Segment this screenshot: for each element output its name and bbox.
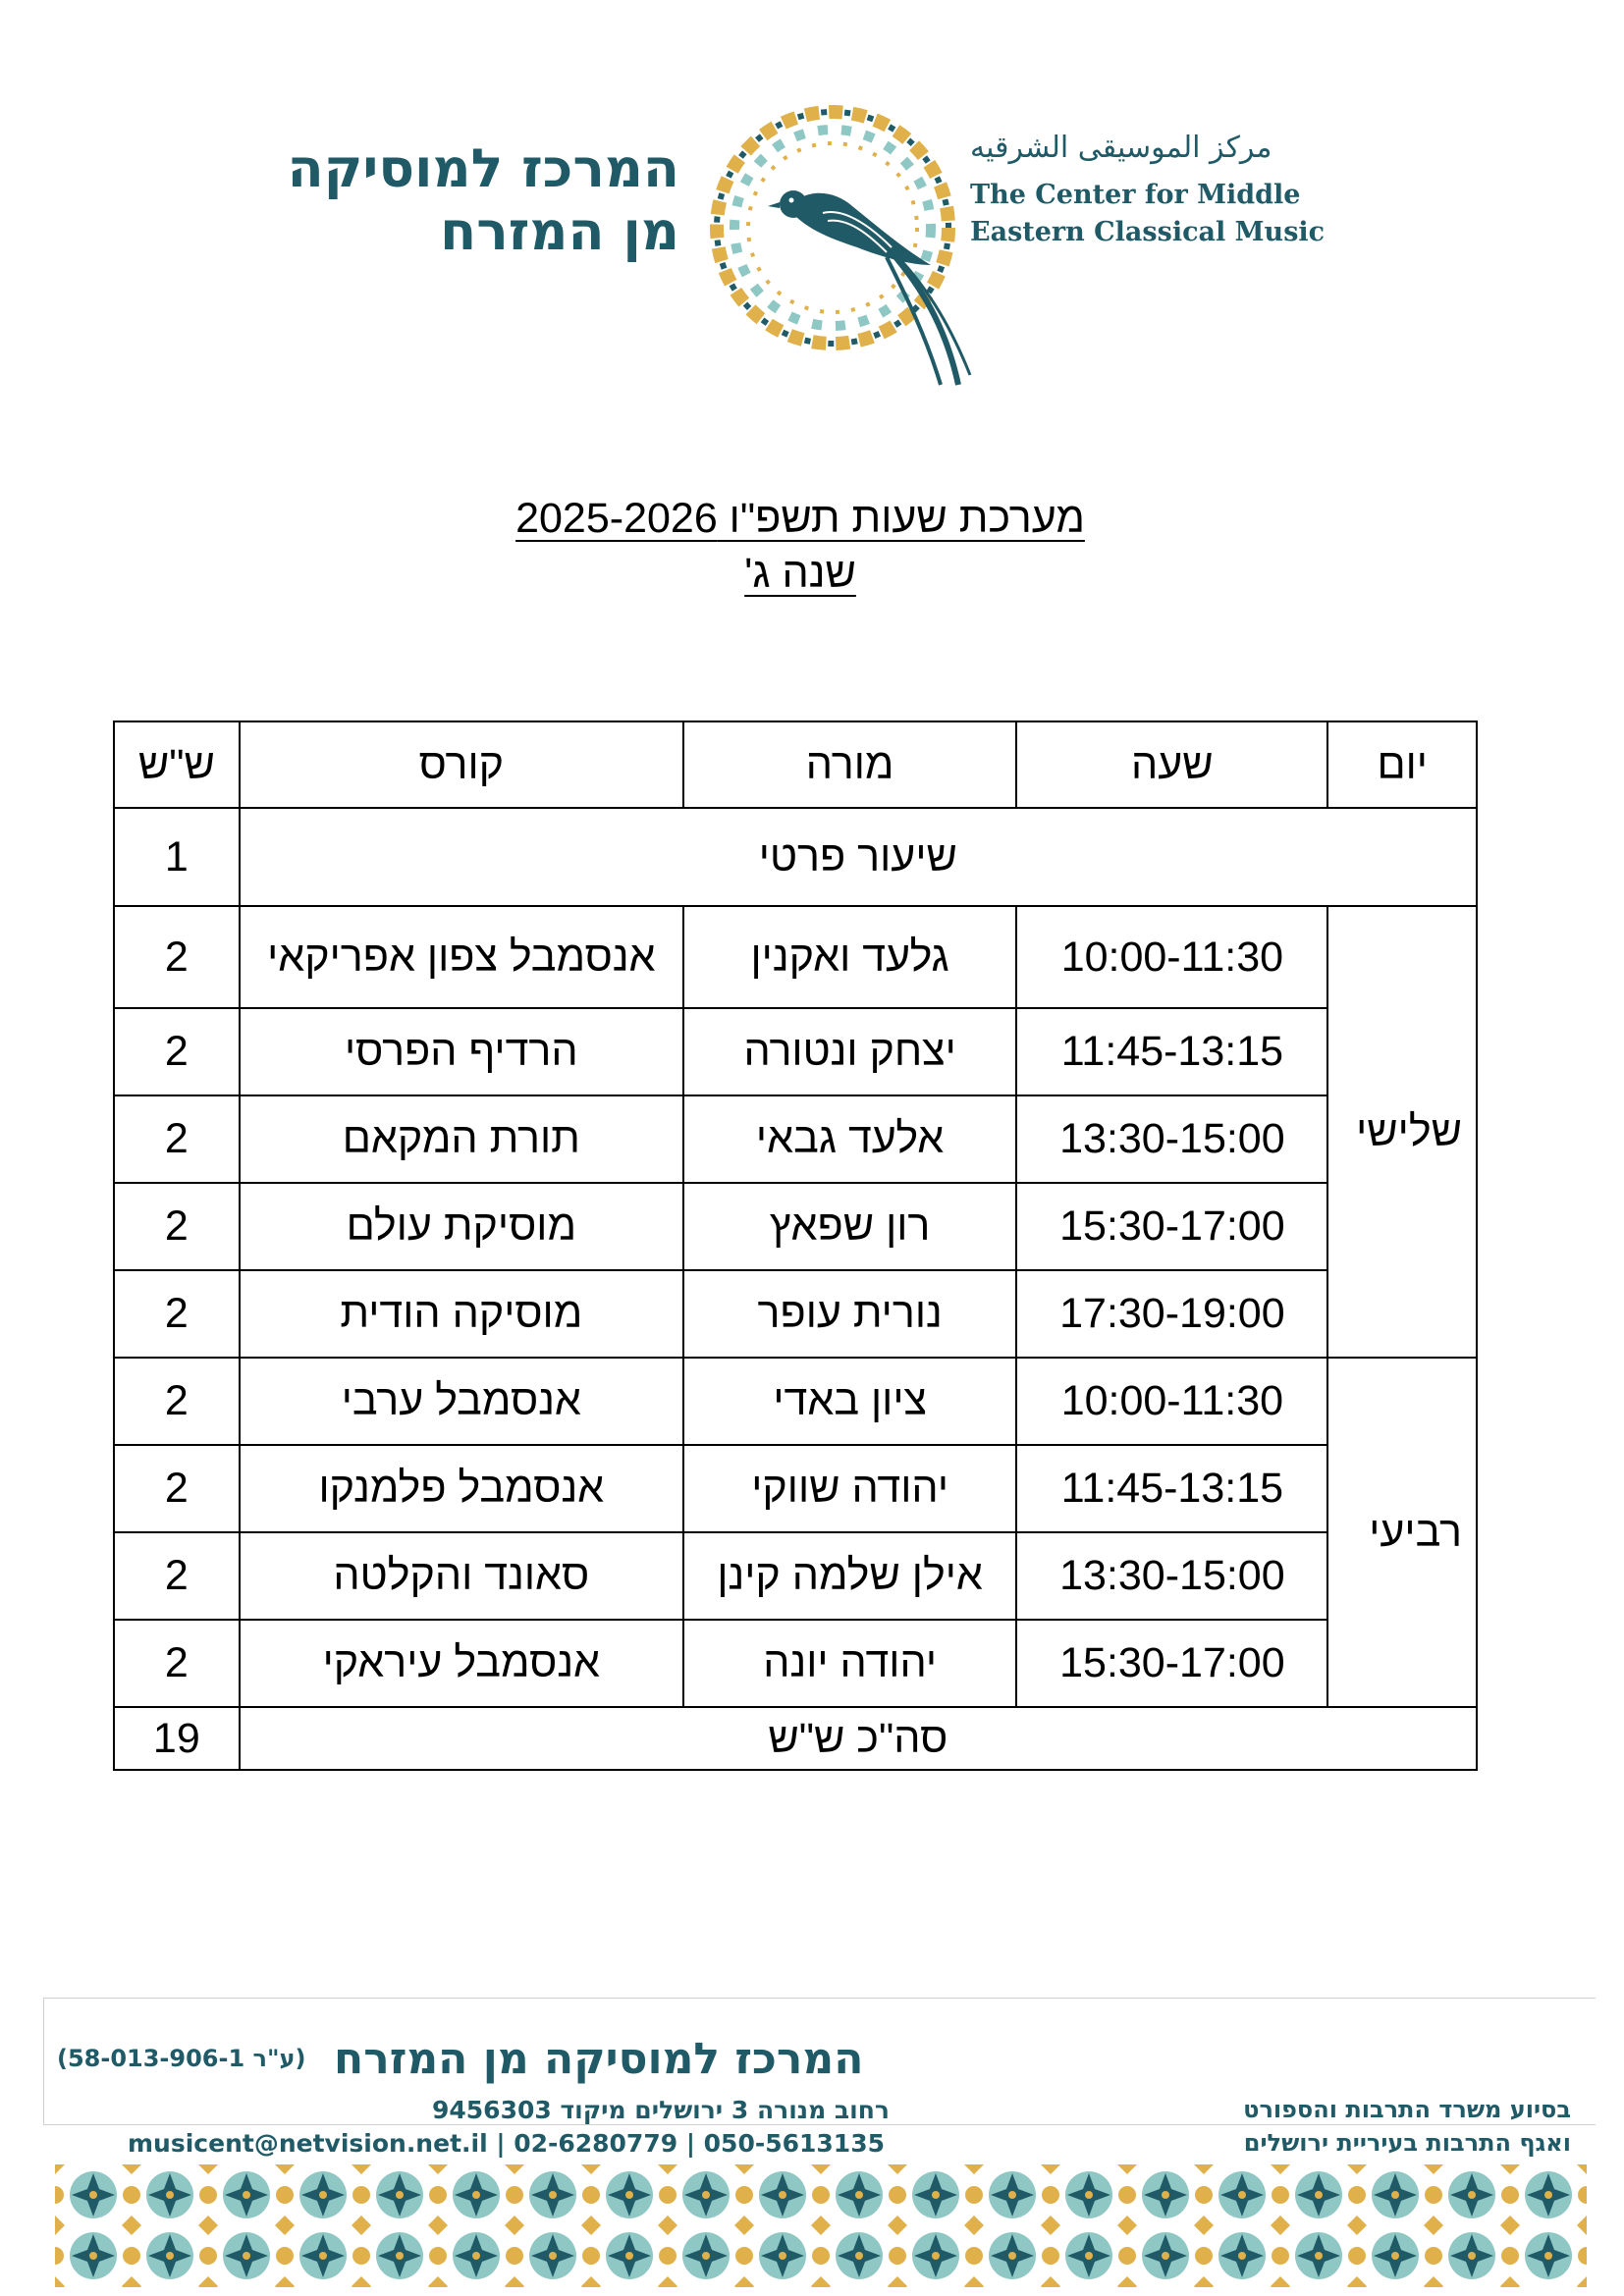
footer-reg-number: (ע"ר 58-013-906-1): [57, 2045, 306, 2072]
private-lesson-credits: 1: [114, 808, 240, 906]
credits-cell: 2: [114, 1620, 240, 1707]
course-cell: תורת המקאם: [240, 1095, 683, 1183]
credits-cell: 2: [114, 1532, 240, 1620]
page-title: [295, 491, 1306, 601]
table-row: [114, 1358, 1477, 1445]
header-time: שעה: [1016, 721, 1327, 808]
schedule-table: [113, 721, 1478, 1771]
teacher-cell: יהודה שווקי: [683, 1445, 1016, 1532]
footer: [0, 1998, 1624, 2296]
table-row: [114, 1445, 1477, 1532]
teacher-cell: ציון באדי: [683, 1358, 1016, 1445]
course-cell: אנסמבל צפון אפריקאי: [240, 906, 683, 1008]
course-cell: סאונד והקלטה: [240, 1532, 683, 1620]
time-cell: 13:30-15:00: [1016, 1095, 1327, 1183]
table-row: [114, 1008, 1477, 1095]
course-cell: מוסיקת עולם: [240, 1183, 683, 1270]
mosaic-pattern-icon: [55, 2164, 1587, 2287]
course-cell: הרדיף הפרסי: [240, 1008, 683, 1095]
logo-hebrew-text: [277, 137, 679, 263]
logo-english-text: [970, 177, 1363, 251]
table-row: [114, 1183, 1477, 1270]
teacher-cell: גלעד ואקנין: [683, 906, 1016, 1008]
time-cell: 10:00-11:30: [1016, 906, 1327, 1008]
credits-cell: 2: [114, 1270, 240, 1358]
private-lesson-label: שיעור פרטי: [240, 808, 1477, 906]
credits-cell: 2: [114, 906, 240, 1008]
table-row: [114, 1620, 1477, 1707]
teacher-cell: נורית עופר: [683, 1270, 1016, 1358]
credits-cell: 2: [114, 1095, 240, 1183]
footer-org-name: המרכז למוסיקה מן המזרח: [334, 2034, 864, 2084]
bird-logo-icon: [695, 90, 1009, 404]
title-line2: שנה ג': [744, 550, 856, 597]
total-credits: 19: [114, 1707, 240, 1770]
table-row: [114, 906, 1477, 1008]
footer-support-line2: ואגף התרבות בעיריית ירושלים: [1243, 2129, 1571, 2157]
table-row: [114, 1270, 1477, 1358]
time-cell: 15:30-17:00: [1016, 1620, 1327, 1707]
time-cell: 10:00-11:30: [1016, 1358, 1327, 1445]
time-cell: 11:45-13:15: [1016, 1445, 1327, 1532]
private-lesson-row: [114, 808, 1477, 906]
teacher-cell: אילן שלמה קינן: [683, 1532, 1016, 1620]
teacher-cell: אלעד גבאי: [683, 1095, 1016, 1183]
title-line1: מערכת שעות תשפ"ו 2025-2026: [515, 495, 1085, 542]
credits-cell: 2: [114, 1445, 240, 1532]
total-label: סה"כ ש"ש: [240, 1707, 1477, 1770]
footer-address: רחוב מנורה 3 ירושלים מיקוד 9456303: [432, 2096, 890, 2124]
logo-hebrew-line1: המרכז למוסיקה: [287, 137, 679, 199]
header: [0, 79, 1624, 402]
table-header-row: [114, 721, 1477, 808]
course-cell: אנסמבל פלמנקו: [240, 1445, 683, 1532]
credits-cell: 2: [114, 1008, 240, 1095]
footer-contact: musicent@netvision.net.il | 02-6280779 | 050-5613135: [128, 2129, 885, 2158]
header-day: יום: [1327, 721, 1477, 808]
header-teacher: מורה: [683, 721, 1016, 808]
course-cell: אנסמבל ערבי: [240, 1358, 683, 1445]
header-credits: ש"ש: [114, 721, 240, 808]
logo-arabic-text: مركز الموسيقى الشرقيه: [970, 131, 1272, 165]
table-row: [114, 1532, 1477, 1620]
table-row: [114, 1095, 1477, 1183]
course-cell: אנסמבל עיראקי: [240, 1620, 683, 1707]
time-cell: 17:30-19:00: [1016, 1270, 1327, 1358]
time-cell: 15:30-17:00: [1016, 1183, 1327, 1270]
course-cell: מוסיקה הודית: [240, 1270, 683, 1358]
footer-support-line1: בסיוע משרד התרבות והספורט: [1243, 2096, 1571, 2123]
total-row: [114, 1707, 1477, 1770]
time-cell: 13:30-15:00: [1016, 1532, 1327, 1620]
teacher-cell: רון שפאץ: [683, 1183, 1016, 1270]
header-course: קורס: [240, 721, 683, 808]
credits-cell: 2: [114, 1183, 240, 1270]
credits-cell: 2: [114, 1358, 240, 1445]
time-cell: 11:45-13:15: [1016, 1008, 1327, 1095]
day-tuesday: שלישי: [1327, 906, 1477, 1358]
day-wednesday: רביעי: [1327, 1358, 1477, 1707]
teacher-cell: יהודה יונה: [683, 1620, 1016, 1707]
logo-hebrew-line2: מן המזרח: [440, 200, 679, 262]
teacher-cell: יצחק ונטורה: [683, 1008, 1016, 1095]
logo-english-line1: The Center for Middle: [970, 180, 1301, 210]
logo-english-line2: Eastern Classical Music: [970, 217, 1326, 247]
